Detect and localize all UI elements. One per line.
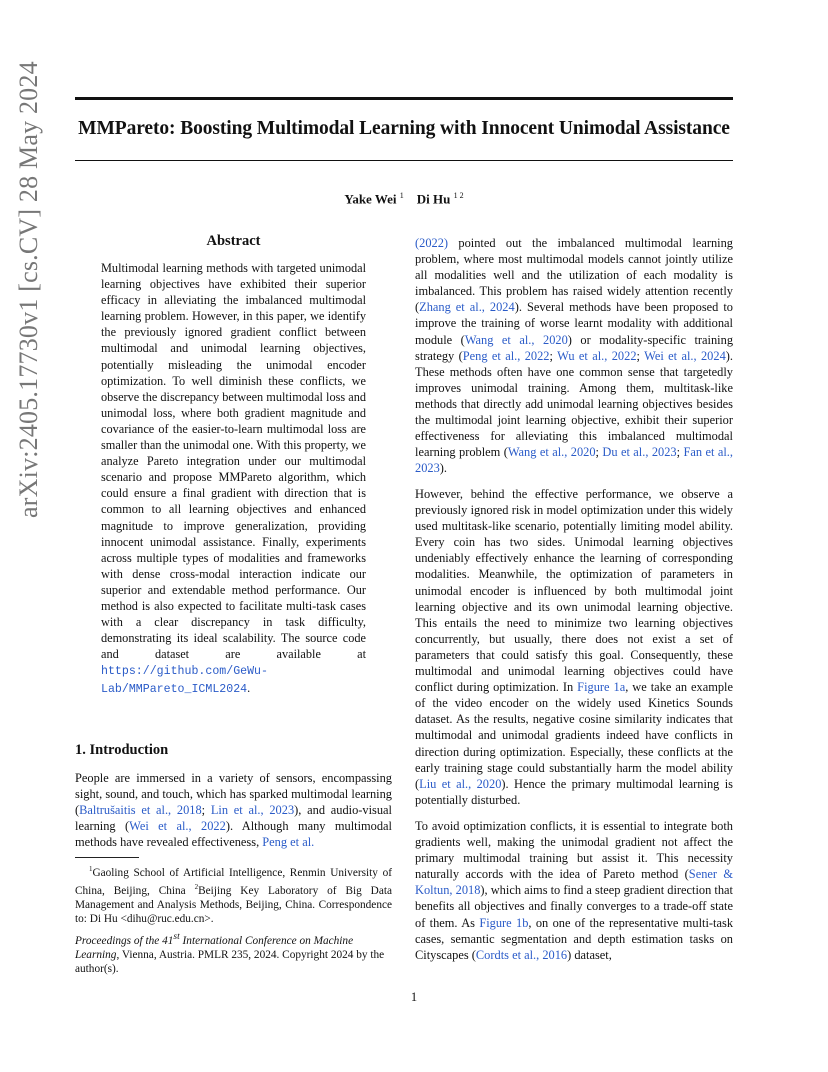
text: ) or modality-specific training strategy ( [415,332,734,363]
affiliation-footnote [75,862,392,926]
top-rule [75,97,733,100]
right-paragraph-3 [415,818,733,963]
text: ; [636,348,645,363]
text: ) dataset, [567,947,612,962]
abstract-heading: Abstract [206,233,261,249]
footnote-mark: 2 [194,882,199,891]
text: People are immersed in a variety of sensors, encompassing sight, sound, and touch, which has sparked multimodal learning ( [75,771,392,818]
right-paragraph-1 [415,235,733,476]
text: To avoid optimization conflicts, it is essential to integrate both gradients well, making the unimodal gradient not affect the primary multimodal training but assist it. This necessity naturally accords with the idea of Pareto method ( [415,819,733,882]
text: 41 [162,934,174,947]
citation-link[interactable]: Du et al., 2023 [602,445,677,460]
author-affiliation: 1 2 [453,191,464,200]
text: Beijing Key Laboratory of Big Data Management and Analysis Methods, Beijing, China. Correspondence to: Di Hu <dihu@ruc.edu.cn>. [75,884,393,926]
citation-link[interactable]: Wang et al., 2020 [464,332,568,347]
author-name: Di Hu [416,191,451,207]
text: ), and audio-visual learning ( [75,803,392,834]
text: Gaoling School of Artificial Intelligence, Renmin University of China, Beijing, China [75,866,392,897]
citation-link[interactable]: Fan et al., 2023 [415,445,733,476]
citation-link[interactable]: Wang et al., 2020 [507,445,596,460]
code-link[interactable]: https://github.com/GeWu-Lab/MMPareto_ICML2024 [101,665,268,697]
citation-link[interactable]: Baltrušaitis et al., 2018 [79,803,202,818]
right-paragraph-2 [415,486,733,808]
title-rule [75,160,733,161]
text: , we take an example of the video encoder on the widely used Kinetics Sounds dataset. As the results, negative cosine similarity indicates that multimodal and unimodal gradients indeed have conflicts in direction during optimization. Especially, these conflicts at the early training stage could substantially harm the model ability ( [415,680,733,791]
intro-paragraph [75,770,392,850]
footnote-rule [75,857,139,858]
text: ; [549,348,558,363]
text: ), which aims to find a steep gradient direction that benefits all objectives and finally converges to a trade-off state of them. As [415,883,733,930]
text: ). Hence the primary multimodal learning is potentially disturbed. [415,776,733,807]
footnote-mark: 1 [88,865,93,873]
citation-link[interactable]: Cordts et al., 2016 [475,947,568,962]
citation-link[interactable]: Peng et al. [262,835,315,850]
text: International Conference on Machine Learning [75,934,354,961]
citation-link[interactable]: (2022) [415,236,449,250]
text: pointed out the imbalanced multimodal learning problem, where most multimodal models cannot jointly utilize all modalities well and the utilization of each modality is imbalanced. This problem has raised widely attention recently ( [415,236,733,315]
authors [75,191,733,207]
text: However, behind the effective performance, we observe a previously ignored risk in model optimization under this widely used multitask-like scenario, potentially limiting model ability. Every coin has two sides. Unimodal learning objectives undeniably effectively enhance the learning of corresponding modalities. Meanwhile, the optimization of parameters in unimodal encoder is influenced by both multimodal joint learning objective and its own unimodal learning objective. This entails the need to minimize two learning objectives concurrently, but usually, there does not exist a set of parameters that could satisfy this goal. Consequently, these multimodal and unimodal learning objectives could have conflict during optimization. In [415,487,733,695]
page-number: 1 [410,990,418,1004]
text: ). [439,461,448,476]
text: , on one of the representative multi-task cases, semantic segmentation and depth estimation tasks on Cityscapes ( [415,915,734,962]
author-name: Yake Wei [344,191,397,207]
figure-link[interactable]: Figure 1b [479,915,529,930]
abstract-end: . [247,681,251,696]
citation-link[interactable]: Wei et al., 2024 [644,348,726,363]
abstract-text: Multimodal learning methods with targeted unimodal learning objectives have exhibited their superior efficacy in alleviating the imbalanced multimodal learning problem. However, in this paper, we identify the previously ignored gradient conflict between multimodal and unimodal learning objectives, potentially misleading the unimodal encoder optimization. To well diminish these conflicts, we observe the discrepancy between multimodal loss and unimodal loss, where both gradient magnitude and covariance of the easier-to-learn multimodal loss are smaller than the unimodal one. With this property, we analyze Pareto integration under our multimodal scenario and propose MMPareto algorithm, which could ensure a final gradient with direction that is common to all learning objectives and enhanced magnitude to improve generalization, providing innocent unimodal assistance. Finally, experiments across multiple types of modalities and frameworks with dense cross-modal interaction indicate our superior and extendable method performance. Our method is also expected to facilitate multi-task cases with a clear discrepancy in task difficulty, demonstrating its ideal scalability. The source code and dataset are available at [101,261,366,662]
text: Proceedings of the [75,934,163,947]
text: ). Although many multimodal methods have revealed effectiveness, [75,819,392,850]
section-heading-introduction: 1. Introduction [75,742,169,758]
citation-link[interactable]: Wei et al., 2022 [129,819,226,834]
citation-link[interactable]: Lin et al., 2023 [210,803,295,818]
arxiv-stamp: arXiv:2405.17730v1 [cs.CV] 28 May 2024 [14,61,43,518]
figure-link[interactable]: Figure 1a [577,680,626,695]
citation-link[interactable]: Zhang et al., 2024 [419,300,515,315]
citation-link[interactable]: Peng et al., 2022 [462,348,550,363]
text: ). These methods often have one common sense that targetedly improves unimodal training. Among them, multitask-like methods that directly add unimodal learning objectives besides the multimodal joint learning objective, exhibit their superior effectiveness for alleviating this imbalanced multimodal learning problem ( [415,348,733,460]
proceedings-note [75,930,392,976]
text: , Vienna, Austria. PMLR 235, 2024. Copyright 2024 by the author(s). [75,948,385,976]
text: ; [595,445,603,460]
citation-link[interactable]: Liu et al., 2020 [419,776,502,791]
text: ; [676,445,684,460]
citation-link[interactable]: Wu et al., 2022 [557,348,637,363]
text: ; [201,803,211,818]
citation-link[interactable]: Sener & Koltun, 2018 [415,867,734,898]
text: ). Several methods have been proposed to improve the training of worse learnt modality with additional module ( [415,300,733,347]
paper-title: MMPareto: Boosting Multimodal Learning with Innocent Unimodal Assistance [78,118,730,139]
ordinal: st [173,932,180,942]
abstract-body [101,260,366,699]
author-affiliation: 1 [399,191,404,200]
